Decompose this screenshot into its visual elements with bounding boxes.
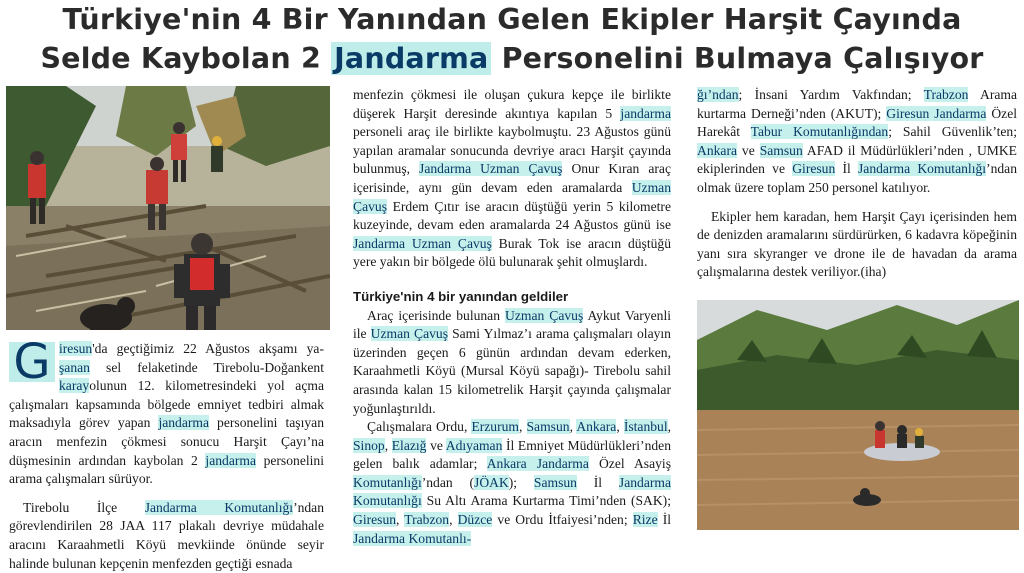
highlight-giresun-jandarma: Giresun Jandarma: [886, 105, 987, 121]
text-run: personelini arama çalışmaları sürüyor.: [9, 452, 324, 487]
headline-line-2-pre: Selde Kaybolan 2: [40, 42, 321, 75]
highlight-jandarma: jandarma: [620, 105, 671, 121]
highlight-joak: JÖAK: [474, 474, 509, 490]
subheading: Türkiye'nin 4 bir yanından geldiler: [353, 288, 569, 304]
text-run: personeli araç ile birlikte kaybolmuştu. 23 Ağustos günü yapılan aramalar sonucunda devriye aracı Harşit çayında bulunmuş,: [353, 124, 671, 177]
text-run: ,: [384, 437, 392, 453]
paragraph-7: Ekipler hem karadan, hem Harşit Çayı içerisinden hem de denizden aramalarını sürdürürken, 6 kadavra köpeğinin yanı sıra skyranger ve drone ile de havadan da arama çalışmalarına destek veriliyor.(iha): [697, 208, 1017, 280]
headline-line-2-post: Personelini Bulmaya Çalışıyor: [501, 42, 984, 75]
paragraph-6: [697, 86, 1017, 198]
text-run: İl: [657, 512, 671, 528]
highlight-giresun: iresun: [59, 341, 93, 356]
paragraph-3: [353, 86, 671, 272]
spacer: [353, 272, 671, 288]
article-column-3: [697, 86, 1017, 296]
highlight-elazig: Elazığ: [391, 437, 427, 453]
highlight-jandarma-komutanligi: Jandarma Komutanlığı: [858, 161, 987, 177]
highlight-rize: Rize: [632, 512, 658, 528]
text-run: Su Altı Arama Kurtarma Timi’nden (SAK);: [421, 493, 671, 509]
text-run: Özel Asayiş: [588, 456, 671, 472]
text-run: ’ndan olmak üzere toplam 250 personel katılıyor.: [697, 161, 1017, 195]
dropcap-letter: G: [9, 342, 55, 382]
text-run: ,: [396, 512, 405, 528]
text-run: İl: [576, 474, 619, 490]
text-run: sel felaketinde Tirebolu-Doğankent: [89, 359, 324, 375]
highlight-istanbul: İstanbul: [623, 419, 668, 435]
text-run: Onur Kıran araç içerisinde, aynı gün devam eden aramalarda: [353, 161, 672, 195]
highlight-sinop: Sinop: [353, 437, 385, 453]
highlight-tabur-komutanligindan: Tabur Komutanlığından: [750, 124, 889, 140]
highlight-gindan: ğı’ndan: [697, 87, 739, 102]
text-run: Aykut Varyenli ile: [353, 307, 672, 342]
text-run: menfezin çökmesi ile oluşan çukura kepçe ile birlikte düşerek Harşit deresinde akıntıya kapılan 5: [353, 87, 671, 121]
highlight-jandarma-komutanligi: Jandarma Komutanlığı: [144, 499, 294, 515]
text-run: Çalışmalara Ordu,: [367, 419, 472, 435]
text-run: );: [508, 474, 534, 490]
text-run: İl Emniyet Müdürlükleri’nden gelen balık adamlar;: [353, 437, 671, 472]
text-run: Sami Yılmaz’ı arama çalışmaları olayın üzerinden geçen 6 günün ardından devam ederken, Karaahmetli Köyü (Mursal Köyü sapağı)- Tirebolu sahil arasında kalan 15 kilometrelik Harşit çayında çalışmalar yoğunlaştırıldı.: [353, 326, 671, 416]
text-run: AFAD il Müdürlükleri’nden , UMKE ekiplerinden ve: [697, 142, 1017, 177]
river-search-illustration: [697, 300, 1019, 530]
highlight-trabzon: Trabzon: [923, 87, 969, 102]
highlight-duzce: Düzce: [457, 512, 493, 528]
highlight-erzurum: Erzurum: [471, 419, 519, 435]
highlight-jandarma-uzman-cavus: Jandarma Uzman Çavuş: [419, 161, 563, 177]
rescuer-figure-4: [211, 136, 223, 172]
text-run: ,: [449, 512, 458, 528]
highlight-jandarma-komutanligi: Jandarma Komutanlığı: [353, 474, 671, 509]
text-run: 'da geçtiğimiz 22 Ağustos akşamı ya-: [92, 341, 324, 356]
highlight-jandarma-uzman-cavus: Jandarma Uzman Çavuş: [353, 235, 492, 251]
highlight-samsun: Samsun: [526, 419, 570, 435]
highlight-ankara: Ankara: [697, 142, 738, 158]
rescue-team-forest-photo: [6, 86, 330, 330]
paragraph-2: [9, 499, 324, 573]
text-run: ; Sahil Güvenlik’ten;: [888, 124, 1017, 140]
text-run: Tirebolu İlçe: [23, 499, 145, 515]
highlight-karay: karay: [59, 378, 90, 394]
headline-keyword-highlight: Jandarma: [331, 42, 491, 75]
river-search-boat-photo: [697, 300, 1019, 530]
highlight-uzman-cavus: Uzman Çavuş: [353, 179, 671, 214]
highlight-samsun: Samsun: [533, 474, 577, 490]
highlight-trabzon: Trabzon: [404, 512, 450, 528]
text-run: personelini taşıyan aracın menfezin çökmesi sonucu Harşit Çayı’na düşmesinin ardından kaybolan 2: [9, 415, 324, 468]
text-run: ve Ordu İtfaiyesi’nden;: [492, 512, 633, 528]
text-run: ; İnsani Yardım Vakfından;: [738, 87, 924, 102]
highlight-sanan: şanan: [59, 359, 90, 375]
text-run: ,: [519, 419, 527, 435]
highlight-jandarma-komutanli: Jandarma Komutanlı-: [353, 530, 472, 546]
text-run: ,: [616, 419, 624, 435]
text-run: ve: [737, 142, 760, 158]
headline-line-2: [0, 40, 1024, 78]
text-run: Araç içerisinde bulunan: [367, 307, 506, 323]
article-column-1: [9, 334, 325, 571]
highlight-giresun: Giresun: [792, 161, 836, 177]
text-run: İl: [835, 161, 859, 177]
article-column-2: [353, 86, 671, 564]
text-run: Burak Tok ise aracın düştüğü yere yakın bir bölgede ölü bulunarak şehit olmuşlardı.: [353, 235, 671, 270]
text-run: ’ndan (: [421, 474, 475, 490]
highlight-jandarma: jandarma: [158, 415, 210, 431]
text-run: Erdem Çıtır ise aracın düştüğü yerin 5 kilometre kuzeyinde, devam eden aramalarda 24 Ağustos günü ise: [353, 198, 671, 233]
paragraph-5: [353, 418, 671, 548]
highlight-uzman-cavus: Uzman Çavuş: [505, 307, 584, 323]
paragraph-4: [353, 307, 671, 419]
headline-line-1: Türkiye'nin 4 Bir Yanından Gelen Ekipler Harşit Çayında: [62, 3, 962, 36]
text-run: ,: [667, 419, 672, 435]
highlight-ankara-jandarma: Ankara Jandarma: [486, 456, 589, 472]
highlight-samsun: Samsun: [759, 142, 803, 158]
text-run: Özel Harekât: [697, 105, 1017, 140]
highlight-adiyaman: Adıyaman: [445, 437, 503, 453]
paragraph-1: [9, 334, 324, 489]
text-run: ve: [426, 437, 446, 453]
highlight-ankara: Ankara: [576, 419, 617, 435]
text-run: ,: [569, 419, 577, 435]
highlight-giresun: Giresun: [353, 512, 397, 528]
text-run: Arama kurtarma Derneği’nden (AKUT);: [697, 87, 1017, 121]
text-run: olunun 12. kilometresindeki yol açma çalışmaları kapsamında bölgede emniyet tedbiri almak maksadıyla görev yapan: [9, 378, 324, 431]
highlight-komutanligi: Komutanlığı: [353, 474, 422, 490]
highlight-uzman-cavus: Uzman Çavuş: [370, 326, 448, 342]
highlight-jandarma: jandarma: [205, 452, 256, 468]
rescue-team-forest-illustration: [6, 86, 330, 330]
text-run: ’ndan görevlendirilen 28 JAA 117 plakalı devriye müdahale aracını Karaahmetli Köyü mevkiinde önünde seyir halinde bulunan kepçenin menfezden geçtiği esnada: [9, 499, 325, 571]
